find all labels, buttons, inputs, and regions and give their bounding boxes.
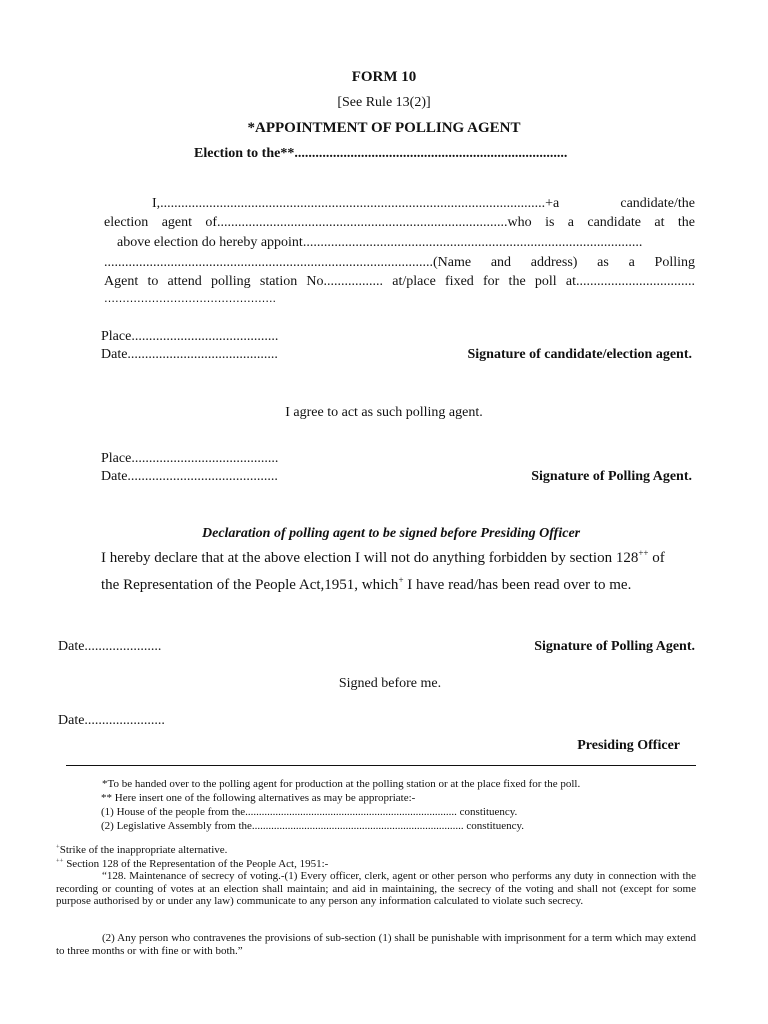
agent-signature-label: Signature of Polling Agent. bbox=[531, 469, 692, 484]
footnote-section-128: ++ Section 128 of the Representation of the People Act, 1951:- bbox=[56, 857, 329, 870]
agent-place-field: Place.......................................... bbox=[101, 451, 279, 466]
election-line: Election to the**.............................................................................. bbox=[194, 146, 568, 161]
presiding-officer-label: Presiding Officer bbox=[577, 738, 680, 753]
declaration-line-2: the Representation of the People Act,1951, which+ I have read/has been read over to me. bbox=[101, 575, 632, 593]
appointment-line-2: election agent of...................................................................................who is a candidate at the bbox=[104, 215, 695, 230]
appointment-line-3: above election do hereby appoint................................................................................................. bbox=[117, 235, 643, 250]
agent-date-field: Date........................................... bbox=[101, 469, 278, 484]
footnote-alternatives: ** Here insert one of the following alternatives as may be appropriate:- bbox=[101, 792, 416, 804]
footnote-divider bbox=[66, 765, 696, 766]
appointment-line-6: ……………………………………….. bbox=[104, 292, 276, 305]
appointment-line-4: ..............................................................................................(Name and address) as a Polling bbox=[104, 255, 695, 270]
candidate-signature-label: Signature of candidate/election agent. bbox=[467, 347, 692, 362]
declaration-date-field: Date...................... bbox=[58, 639, 162, 654]
declaration-line-1: I hereby declare that at the above election I will not do anything forbidden by section 128++ of bbox=[101, 548, 665, 566]
footnote-strike: +Strike of the inappropriate alternative. bbox=[56, 843, 228, 856]
declaration-signature-label: Signature of Polling Agent. bbox=[534, 639, 695, 654]
candidate-place-field: Place.......................................... bbox=[101, 329, 279, 344]
declaration-heading: Declaration of polling agent to be signed before Presiding Officer bbox=[202, 526, 581, 541]
form-heading: *APPOINTMENT OF POLLING AGENT bbox=[247, 120, 521, 136]
appointment-line-1: I,..............................................................................................................+a candidate/the bbox=[152, 196, 695, 211]
footnote-alt-legislative-assembly: (2) Legislative Assembly from the............................................................................. constituency. bbox=[101, 820, 525, 832]
signed-before-me: Signed before me. bbox=[338, 676, 442, 691]
footnote-alt-house-of-people: (1) House of the people from the............................................................................. constituency. bbox=[101, 806, 518, 818]
section-128-paragraph-2: (2) Any person who contravenes the provisions of sub-section (1) shall be punishable with imprisonment for a term which may extend to three months or with fine or with both.” bbox=[56, 932, 696, 957]
section-128-paragraph-1: “128. Maintenance of secrecy of voting.-(1) Every officer, clerk, agent or other person who performs any duty in connection with the recording or counting of votes at an election shall maintain; and aid in maintaining, the secrecy of the voting and shall not (except for some purpose authorised by or under any law) communicate to any person any information calculated to violate such secrecy. bbox=[56, 870, 696, 907]
agreement-text: I agree to act as such polling agent. bbox=[285, 405, 483, 420]
form-title: FORM 10 bbox=[351, 69, 417, 85]
footnote-handover: *To be handed over to the polling agent for production at the polling station or at the place fixed for the poll. bbox=[102, 778, 581, 790]
officer-date-field: Date....................... bbox=[58, 713, 165, 728]
candidate-date-field: Date........................................... bbox=[101, 347, 278, 362]
appointment-line-5: Agent to attend polling station No................. at/place fixed for the poll at.................................. bbox=[104, 274, 696, 289]
rule-reference: [See Rule 13(2)] bbox=[337, 95, 431, 110]
